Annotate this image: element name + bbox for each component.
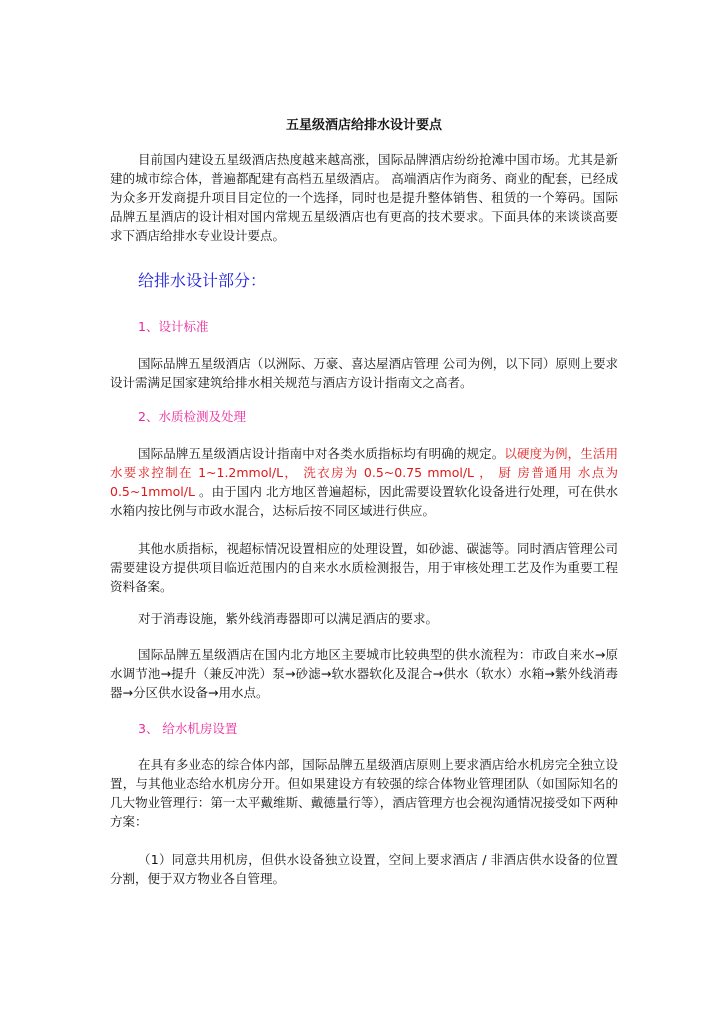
pump-room-paragraph: 在具有多业态的综合体内部，国际品牌五星级酒店原则上要求酒店给水机房完全独立设置，与其他业态给水机房分开。但如果建设方有较强的综合体物业管理团队（如国际知名的几大物业管理行：第一太平戴维斯、戴德量行等），酒店管理方也会视沟通情况接受如下两种方案： [110, 757, 618, 829]
design-standard-paragraph: 国际品牌五星级酒店（以洲际、万豪、喜达屋酒店管理 公司为例，以下同）原则上要求设计需满足国家建筑给排水相关规范与酒店方设计指南文之高者。 [110, 356, 618, 390]
sub-heading-design-standard: 1、设计标准 [138, 319, 209, 334]
pump-room-option-1: （1）同意共用机房，但供水设备独立设置，空间上要求酒店 / 非酒店供水设备的位置分割，便于双方物业各自管理。 [110, 852, 618, 886]
sub-heading-water-quality: 2、水质检测及处理 [138, 409, 246, 424]
sub-heading-pump-room: 3、 给水机房设置 [138, 721, 238, 736]
hardness-requirement-highlight: 以硬度为例，生活用水要求控制在 1~1.2mmol/L， 洗衣房为 0.5~0.75 mmol/L ， 厨 房普通用 水点为 0.5~1mmol/L [110, 446, 618, 499]
water-quality-tail: 。由于国内 北方地区普遍超标，因此需要设置软化设备进行处理，可在供水水箱内按比例与市政水混合，达标后按不同区域进行供应。 [110, 484, 618, 518]
other-indicators-paragraph: 其他水质指标，视超标情况设置相应的处理设置，如砂滤、碳滤等。同时酒店管理公司需要建设方提供项目临近范围内的自来水水质检测报告，用于审核处理工艺及作为重要工程资料备案。 [110, 541, 618, 594]
water-quality-lead: 国际品牌五星级酒店设计指南中对各类水质指标均有明确的规定。 [138, 446, 505, 461]
section-heading: 给排水设计部分： [138, 271, 267, 290]
disinfection-paragraph: 对于消毒设施，紫外线消毒器即可以满足酒店的要求。 [138, 611, 439, 626]
supply-process-paragraph: 国际品牌五星级酒店在国内北方地区主要城市比较典型的供水流程为：市政自来水→原水调节池→提升（兼反冲洗）泵→砂滤→软水器软化及混合→供水（软水）水箱→紫外线消毒器→分区供水设备→用水点。 [110, 647, 618, 700]
water-quality-paragraph [110, 444, 618, 520]
document-title: 五星级酒店给排水设计要点 [285, 118, 442, 133]
intro-paragraph: 目前国内建设五星级酒店热度越来越高涨，国际品牌酒店纷纷抢滩中国市场。尤其是新建的城市综合体，普遍都配建有高档五星级酒店。 高端酒店作为商务、商业的配套，已经成为众多开发商提升项目目定位的一个选择，同时也是提升整体销售、租赁的一个筹码。国际品牌五星酒店的设计相对国内常规五星级酒店也有更高的技术要求。下面具体的来谈谈高要求下酒店给排水专业设计要点。 [110, 152, 618, 243]
